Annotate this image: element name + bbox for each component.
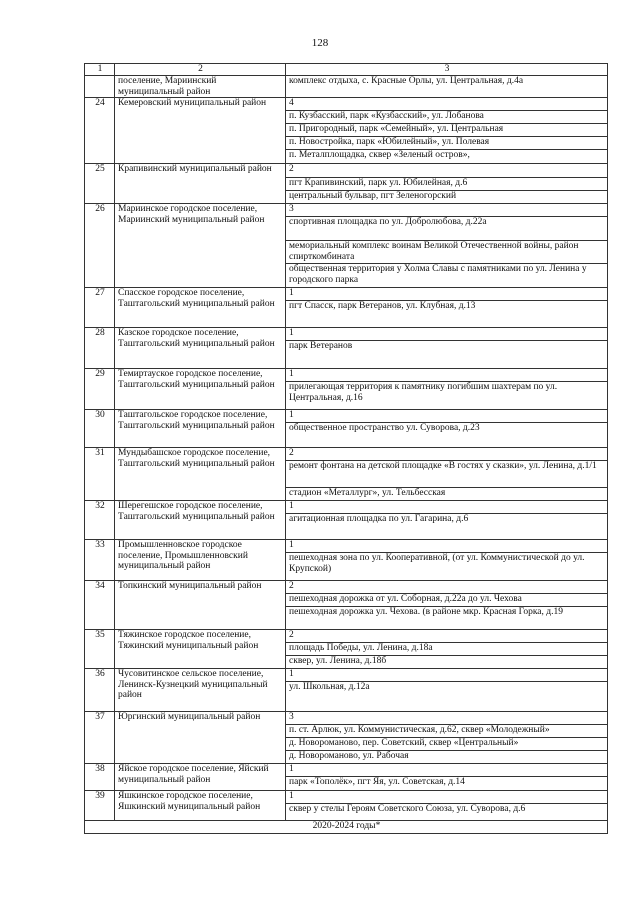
territory-count: 1: [286, 669, 608, 682]
page-number: 128: [311, 37, 329, 49]
territory-count: 2: [286, 448, 608, 461]
territory-count: 1: [286, 501, 608, 514]
table-row: [85, 630, 608, 643]
district-name: Казское городское поселение, Таштагольский муниципальный район: [115, 328, 286, 369]
table-row: [85, 98, 608, 111]
table-row: [85, 76, 608, 98]
territory-count: 4: [286, 98, 608, 111]
table-row: [85, 581, 608, 594]
district-name: Тяжинское городское поселение, Тяжинский муниципальный район: [115, 630, 286, 669]
district-name: Топкинский муниципальный район: [115, 581, 286, 630]
territory-count: 1: [286, 369, 608, 382]
territory-count: 1: [286, 791, 608, 804]
territory-count: 2: [286, 164, 608, 178]
table-row: [85, 164, 608, 178]
header-cell: 1: [85, 64, 115, 76]
territory-item: площадь Победы, ул. Ленина, д.18а: [286, 643, 608, 656]
row-number: 24: [85, 98, 115, 164]
territory-item: прилегающая территория к памятнику погибшим шахтерам по ул. Центральная, д.16: [286, 382, 608, 410]
table-row: [85, 712, 608, 725]
territory-count: 1: [286, 288, 608, 301]
territory-count: 1: [286, 328, 608, 341]
header-cell: 3: [286, 64, 608, 76]
territories-table: [84, 63, 608, 834]
territory-item: общественная территория у Холма Славы с памятниками по ул. Ленина у городского парка: [286, 264, 608, 288]
table-row: [85, 764, 608, 777]
row-number: 35: [85, 630, 115, 669]
row-number: 34: [85, 581, 115, 630]
district-name: Чусовитинское сельское поселение, Ленинск-Кузнецкий муниципальный район: [115, 669, 286, 712]
territory-item: пгт Крапивинский, парк ул. Юбилейная, д.6: [286, 178, 608, 191]
territory-count: 3: [286, 204, 608, 217]
territory-item: общественное пространство ул. Суворова, д.23: [286, 423, 608, 448]
territory-item: пгт Спасск, парк Ветеранов, ул. Клубная, д.13: [286, 301, 608, 328]
territory-item: сквер у стелы Героям Советского Союза, ул. Суворова, д.6: [286, 804, 608, 821]
territory-item: сквер, ул. Ленина, д.18б: [286, 656, 608, 669]
table-row: [85, 328, 608, 341]
row-number: 38: [85, 764, 115, 791]
table-row: [85, 204, 608, 217]
territory-item: пешеходная дорожка ул. Чехова. (в районе мкр. Красная Горка, д.19: [286, 607, 608, 630]
territory-item: агитационная площадка по ул. Гагарина, д.6: [286, 514, 608, 540]
territory-item: комплекс отдыха, с. Красные Орлы, ул. Центральная, д.4а: [286, 76, 608, 98]
row-number: 31: [85, 448, 115, 501]
territory-item: мемориальный комплекс воинам Великой Отечественной войны, район спирткомбината: [286, 241, 608, 264]
row-number: 29: [85, 369, 115, 410]
row-number: 33: [85, 540, 115, 581]
table-row: [85, 669, 608, 682]
row-number: 37: [85, 712, 115, 764]
territory-item: п. Кузбасский, парк «Кузбасский», ул. Лобанова: [286, 111, 608, 124]
district-name: Промышленновское городское поселение, Промышленновский муниципальный район: [115, 540, 286, 581]
footer-row: [85, 821, 608, 834]
territory-item: п. ст. Арлюк, ул. Коммунистическая, д.62, сквер «Молодежный»: [286, 725, 608, 738]
territory-item: п. Пригородный, парк «Семейный», ул. Центральная: [286, 124, 608, 137]
territory-count: 2: [286, 630, 608, 643]
territory-count: 3: [286, 712, 608, 725]
district-name: Шерегешское городское поселение, Таштагольский муниципальный район: [115, 501, 286, 540]
territory-item: ремонт фонтана на детской площадке «В гостях у сказки», ул. Ленина, д.1/1: [286, 461, 608, 488]
table-row: [85, 448, 608, 461]
header-cell: 2: [115, 64, 286, 76]
district-name: Крапивинский муниципальный район: [115, 164, 286, 204]
territory-item: спортивная площадка по ул. Добролюбова, д.22а: [286, 217, 608, 241]
district-name: Кемеровский муниципальный район: [115, 98, 286, 164]
table-row: [85, 288, 608, 301]
territory-item: п. Металплощадка, сквер «Зеленый остров»,: [286, 150, 608, 164]
territory-count: 1: [286, 540, 608, 553]
row-number: 27: [85, 288, 115, 328]
district-name: Юргинский муниципальный район: [115, 712, 286, 764]
table-row: [85, 410, 608, 423]
period-label: 2020-2024 годы*: [85, 821, 608, 834]
table-row: [85, 540, 608, 553]
territory-item: парк «Тополёк», пгт Яя, ул. Советская, д.14: [286, 777, 608, 791]
territory-item: д. Новороманово, пер. Советский, сквер «Центральный»: [286, 738, 608, 751]
territory-count: 1: [286, 410, 608, 423]
district-name: Яйское городское поселение, Яйский муниципальный район: [115, 764, 286, 791]
district-name: Яшкинское городское поселение, Яшкинский муниципальный район: [115, 791, 286, 821]
table-row: [85, 501, 608, 514]
territory-count: 1: [286, 764, 608, 777]
territory-item: стадион «Металлург», ул. Тельбесская: [286, 488, 608, 501]
territory-item: пешеходная зона по ул. Кооперативной, (от ул. Коммунистической до ул. Крупской): [286, 553, 608, 581]
district-name: поселение, Мариинский муниципальный район: [115, 76, 286, 98]
row-number: 32: [85, 501, 115, 540]
territory-item: центральный бульвар, пгт Зеленогорский: [286, 191, 608, 204]
territory-item: д. Новороманово, ул. Рабочая: [286, 751, 608, 764]
territory-item: пешеходная дорожка от ул. Соборная, д.22а до ул. Чехова: [286, 594, 608, 607]
territory-item: ул. Школьная, д.12а: [286, 682, 608, 712]
row-number: 28: [85, 328, 115, 369]
territory-item: п. Новостройка, парк «Юбилейный», ул. Полевая: [286, 137, 608, 150]
row-number: 39: [85, 791, 115, 821]
territory-count: 2: [286, 581, 608, 594]
district-name: Темиртауское городское поселение, Таштагольский муниципальный район: [115, 369, 286, 410]
header-row: [85, 64, 608, 76]
row-number: 26: [85, 204, 115, 288]
row-number: 36: [85, 669, 115, 712]
table-row: [85, 369, 608, 382]
row-number: [85, 76, 115, 98]
territory-item: парк Ветеранов: [286, 341, 608, 369]
district-name: Мундыбашское городское поселение, Таштагольский муниципальный район: [115, 448, 286, 501]
row-number: 25: [85, 164, 115, 204]
district-name: Мариинское городское поселение, Мариинский муниципальный район: [115, 204, 286, 288]
table-row: [85, 791, 608, 804]
row-number: 30: [85, 410, 115, 448]
district-name: Таштагольское городское поселение, Таштагольский муниципальный район: [115, 410, 286, 448]
district-name: Спасское городское поселение, Таштагольский муниципальный район: [115, 288, 286, 328]
